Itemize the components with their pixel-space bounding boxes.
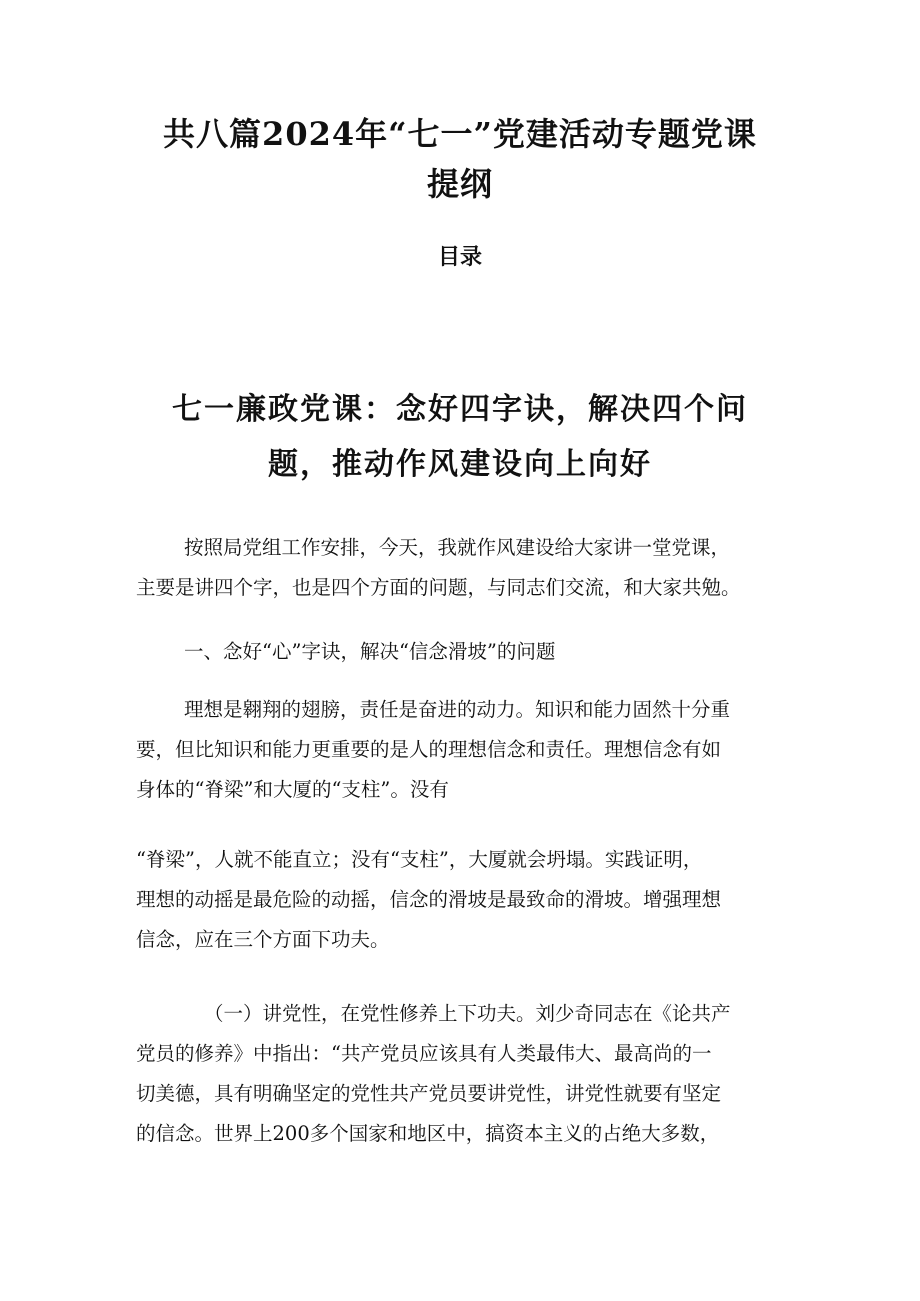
paragraph-line: 信念，应在三个方面下功夫。 — [136, 928, 390, 951]
paragraph-line: 身体的“脊梁”和大厦的“支柱”。没有 — [136, 778, 449, 801]
paragraph-line: “脊梁”，人就不能直立；没有“支柱”，大厦就会坍塌。实践证明， — [136, 848, 703, 871]
paragraph-party-spirit — [136, 994, 796, 1154]
toc-heading: 目录 — [437, 245, 482, 270]
paragraph-line: 要，但比知识和能力更重要的是人的理想信念和责任。理想信念有如 — [136, 738, 722, 761]
section-title-line-2: 题，推动作风建设向上向好 — [268, 447, 652, 482]
paragraph-backbone — [136, 840, 796, 960]
paragraph-line: 按照局党组工作安排，今天，我就作风建设给大家讲一堂党课， — [184, 536, 731, 559]
paragraph-line: 一、念好“心”字诀，解决“信念滑坡”的问题 — [184, 640, 556, 663]
paragraph-line: 的信念。世界上200多个国家和地区中，搞资本主义的占绝大多数， — [136, 1122, 720, 1145]
section-title-line-1: 七一廉政党课：念好四字诀，解决四个问 — [172, 392, 748, 427]
paragraph-line: 理想是翱翔的翅膀，责任是奋进的动力。知识和能力固然十分重 — [184, 698, 731, 721]
paragraph-line: 理想的动摇是最危险的动摇，信念的滑坡是最致命的滑坡。增强理想 — [136, 888, 722, 911]
subheading-one — [136, 632, 796, 672]
document-title-line-1: 共八篇2024年“七一”党建活动专题党课 — [163, 115, 757, 153]
paragraph-intro — [136, 528, 796, 608]
paragraph-line: 党员的修养》中指出：“共产党员应该具有人类最伟大、最高尚的一 — [136, 1042, 712, 1065]
document-title-line-2: 提纲 — [426, 165, 493, 203]
paragraph-line: 切美德，具有明确坚定的党性共产党员要讲党性，讲党性就要有坚定 — [136, 1082, 722, 1105]
paragraph-line: （一）讲党性，在党性修养上下功夫。刘少奇同志在《论共产 — [204, 1002, 731, 1025]
paragraph-ideals — [136, 690, 796, 810]
paragraph-line: 主要是讲四个字，也是四个方面的问题，与同志们交流，和大家共勉。 — [136, 576, 741, 599]
